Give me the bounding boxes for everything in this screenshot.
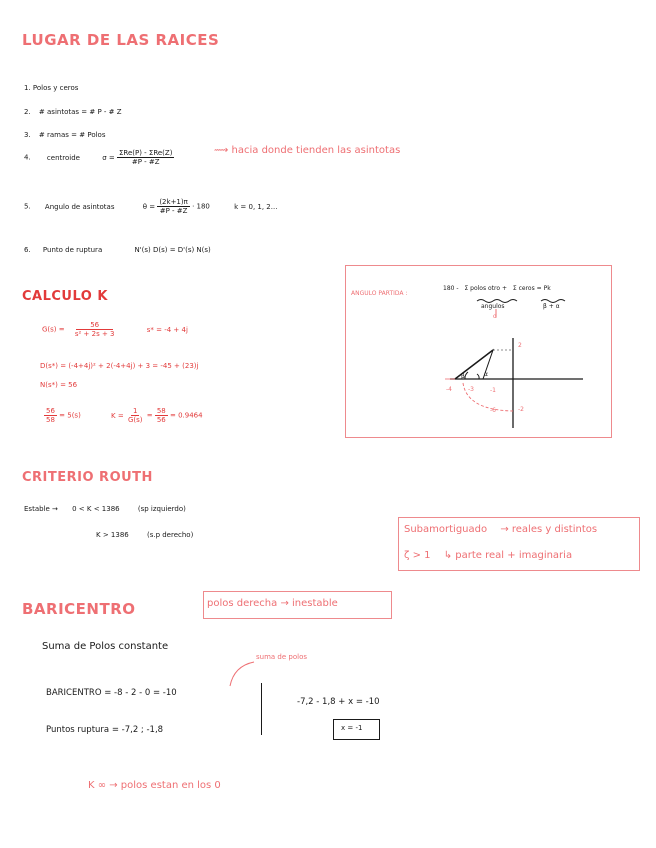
routh-title: CRITERIO ROUTH	[22, 470, 153, 485]
rule-text: Polos y ceros	[32, 84, 79, 92]
g-definition	[42, 321, 188, 338]
fraction-numerator: 1	[133, 407, 138, 415]
damping-line-2	[404, 550, 572, 561]
fraction-numerator: 56	[76, 321, 113, 330]
inestable-text: polos derecha → inestable	[207, 598, 338, 609]
rule-3	[24, 131, 105, 139]
centroid-note-text: hacia donde tienden las asintotas	[231, 145, 401, 156]
rule-expr: N'(s) D(s) = D'(s) N(s)	[134, 246, 211, 254]
rule-text: # ramas = # Polos	[38, 131, 106, 139]
k-result: = 0.9464	[170, 411, 203, 420]
damping-label: Subamortiguado	[404, 524, 488, 535]
fraction-denominator: #P - #Z	[159, 207, 188, 215]
d-evaluation: D(s*) = (-4+4j)² + 2(-4+4j) + 3 = -45 + (23)j	[40, 362, 199, 370]
rule-label: Angulo de asintotas	[44, 202, 115, 211]
arrow-icon: ⟿	[214, 145, 232, 156]
rule-number: 4.	[24, 153, 31, 162]
rule-text: # asintotas = # P - # Z	[38, 108, 122, 116]
angle-box-label: ANGULO PARTIDA :	[351, 290, 408, 297]
rule-number: 3.	[24, 131, 31, 139]
formula-part: = Pk	[536, 285, 551, 292]
fraction-denominator: 58	[46, 416, 55, 424]
plot-label-alpha: α	[484, 371, 488, 378]
calculo-title: CALCULO K	[22, 289, 108, 304]
damping-result: ↳ parte real + imaginaria	[443, 550, 573, 561]
plot-label-bottom: -2	[518, 406, 524, 413]
rule-number: 5.	[24, 202, 31, 211]
k-value-fraction	[155, 407, 168, 424]
rule-tail: k = 0, 1, 2...	[234, 202, 278, 211]
rule-lhs: θ =	[142, 202, 156, 211]
fraction-numerator: (2k+1)π	[159, 198, 188, 206]
baricentro-equation: BARICENTRO = -8 - 2 - 0 = -10	[46, 688, 177, 698]
under-polos: angulos	[481, 303, 505, 310]
angle-fraction	[157, 198, 190, 215]
arc-alpha	[477, 374, 479, 379]
under-mid: α	[493, 313, 497, 320]
under-ceros: β + α	[543, 303, 560, 310]
rule-number: 2.	[24, 108, 31, 116]
plot-label-left1: -4	[446, 386, 452, 393]
k-fraction	[126, 407, 145, 424]
centroid-fraction	[117, 149, 174, 166]
plot-label-beta: β	[461, 373, 465, 380]
fraction-denominator: 56	[156, 416, 166, 424]
fraction-numerator: ΣRe(P) - ΣRe(Z)	[118, 149, 173, 157]
routh-tail: (sp izquierdo)	[137, 505, 186, 513]
routh-tail: (s.p derecho)	[146, 531, 194, 539]
rule-5	[24, 198, 277, 215]
baricentro-title: BARICENTRO	[22, 600, 136, 618]
routh-lhs: Estable →	[24, 505, 58, 513]
n-evaluation: N(s*) = 56	[40, 381, 78, 389]
underline-squiggle	[541, 300, 565, 303]
rule-label: Punto de ruptura	[42, 246, 103, 254]
rule-4	[24, 149, 174, 166]
fraction-denominator: G(s)	[127, 416, 143, 424]
rule-1	[24, 84, 78, 92]
arc-beta	[465, 372, 468, 379]
divider	[261, 683, 262, 735]
damping-label: ζ > 1	[404, 550, 431, 561]
fraction-numerator: 56	[46, 407, 55, 415]
g-fraction	[73, 321, 117, 338]
right-equation: -7,2 - 1,8 + x = -10	[297, 697, 380, 707]
rule-lhs: σ =	[102, 153, 115, 162]
damping-line-1	[404, 524, 597, 535]
centroid-note	[214, 145, 400, 156]
plot-label-left2: -3	[468, 386, 474, 393]
suma-note: suma de polos	[256, 653, 307, 661]
fraction-denominator: s² + 2s + 3	[74, 330, 115, 338]
formula-part: Σ polos otro	[464, 285, 501, 292]
rule-number: 6.	[24, 246, 31, 254]
fraction-denominator: #P - #Z	[131, 158, 160, 166]
underline-squiggle	[477, 300, 517, 303]
root-locus-sketch	[345, 265, 610, 436]
ratio-fraction	[44, 407, 57, 424]
rule-mid: · 180	[192, 202, 210, 211]
k-calculation: $\frac{56}{58}$ = 5(s) K = $\frac{1}{G(s)}$ = $\frac{58}{56}$ = 0.9464	[46, 407, 203, 424]
bottom-note: K ∞ → polos estan en los 0	[88, 780, 221, 791]
damping-result: → reales y distintos	[500, 524, 598, 535]
note-arrow	[222, 660, 262, 690]
ratio-tail: = 5(s)	[59, 411, 81, 420]
rule-label: centroide	[46, 153, 80, 162]
ruptura-points: Puntos ruptura = -7,2 ; -1,8	[46, 725, 164, 735]
s-star: s* = -4 + 4j	[146, 325, 188, 334]
routh-range: 0 < K < 1386	[72, 505, 120, 513]
baricentro-subtitle: Suma de Polos constante	[42, 641, 169, 652]
formula-part: 180 -	[443, 285, 459, 292]
rule-2	[24, 108, 122, 116]
formula-part: Σ ceros	[512, 285, 535, 292]
rule-6	[24, 246, 211, 254]
formula-part: +	[501, 285, 507, 292]
g-lhs: G(s) =	[42, 325, 65, 334]
result-text: x = -1	[341, 724, 363, 732]
routh-stable	[24, 505, 186, 513]
page-title: LUGAR DE LAS RAICES	[22, 31, 220, 49]
routh-range: K > 1386	[96, 531, 129, 539]
fraction-numerator: 58	[156, 407, 166, 415]
plot-label-lower: -6	[490, 407, 496, 414]
routh-unstable	[96, 531, 193, 539]
rule-number: 1.	[24, 84, 31, 92]
k-lhs: K =	[111, 411, 124, 420]
plot-label-left3: -1	[490, 387, 496, 394]
plot-label-top: 2	[518, 342, 522, 349]
